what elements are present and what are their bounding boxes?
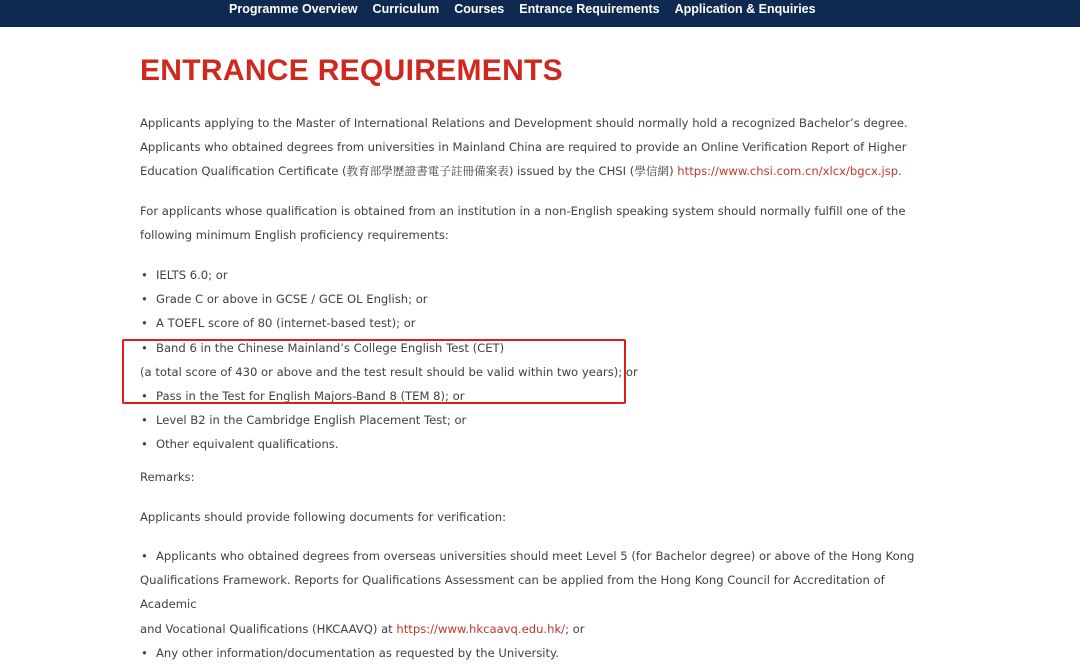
list-item: [140, 432, 940, 456]
documents-list: [140, 544, 940, 665]
list-item-text: Level B2 in the Cambridge English Placement Test; or: [156, 413, 467, 428]
list-item: [140, 408, 940, 432]
list-item-text: A TOEFL score of 80 (internet-based test); or: [156, 316, 416, 331]
english-line-2: following minimum English proficiency requirements:: [140, 228, 449, 242]
intro-line-1: Applicants applying to the Master of International Relations and Development should normally hold a recognized Bachelor’s degree.: [140, 116, 908, 130]
documents-item-1-line-1: [140, 544, 940, 568]
bullet-icon: •: [141, 340, 148, 355]
list-item-text: Any other information/documentation as requested by the University.: [156, 645, 559, 660]
list-item-text: ; or: [565, 621, 585, 636]
nav-items: [229, 2, 831, 16]
bullet-icon: •: [141, 389, 148, 404]
nav-application-enquiries[interactable]: Application & Enquiries: [674, 2, 816, 16]
bullet-icon: •: [141, 268, 148, 282]
documents-intro: Applicants should provide following documents for verification:: [140, 510, 507, 524]
hkcaavq-link[interactable]: https://www.hkcaavq.edu.hk/: [396, 621, 566, 636]
bullet-icon: •: [141, 292, 148, 307]
bullet-icon: •: [141, 316, 148, 331]
intro-line-3-text: Education Qualification Certificate (教育部學歷證書電子註冊備案表) issued by the CHSI (學信網): [140, 164, 678, 178]
list-item-text: and Vocational Qualifications (HKCAAVQ) at: [140, 621, 397, 636]
intro-line-3-end: .: [898, 164, 902, 178]
bullet-icon: •: [141, 549, 148, 563]
list-item-text: Other equivalent qualifications.: [156, 437, 339, 452]
list-item-text: Applicants who obtained degrees from overseas universities should meet Level 5 (for Bachelor degree) or above of the Hong Kong: [156, 549, 915, 563]
nav-curriculum[interactable]: Curriculum: [372, 2, 440, 16]
intro-line-2: Applicants who obtained degrees from universities in Mainland China are required to provide an Online Verification Report of Higher: [140, 140, 907, 154]
list-item-text: Grade C or above in GCSE / GCE OL English; or: [156, 292, 428, 307]
bullet-icon: •: [141, 413, 148, 428]
intro-line-3: [140, 159, 908, 183]
nav-entrance-requirements[interactable]: Entrance Requirements: [519, 2, 660, 16]
main-content: [140, 52, 940, 660]
bullet-icon: •: [141, 645, 148, 660]
nav-programme-overview[interactable]: Programme Overview: [229, 2, 358, 16]
list-item: [140, 263, 940, 287]
list-item: [140, 641, 940, 665]
top-navigation-bar: [0, 0, 1080, 27]
list-item: [140, 311, 940, 335]
list-item-text: IELTS 6.0; or: [156, 268, 228, 282]
english-requirement-paragraph: [140, 199, 905, 247]
intro-paragraph: [140, 111, 908, 183]
highlight-annotation-box: [122, 339, 626, 404]
bullet-icon: •: [141, 437, 148, 452]
list-item-text: Pass in the Test for English Majors-Band 8 (TEM 8); or: [156, 389, 465, 404]
list-item-text: Band 6 in the Chinese Mainland’s College English Test (CET): [156, 340, 505, 355]
english-line-1: For applicants whose qualification is obtained from an institution in a non-English speaking system should normally fulfill one of the: [140, 204, 906, 218]
list-item: [140, 287, 940, 311]
page-title: ENTRANCE REQUIREMENTS: [140, 54, 563, 87]
documents-item-1-line-3: [140, 617, 940, 641]
list-item: [140, 544, 940, 641]
nav-courses[interactable]: Courses: [454, 2, 505, 16]
chsi-link[interactable]: https://www.chsi.com.cn/xlcx/bgcx.jsp: [677, 164, 899, 178]
documents-item-1-line-2: Qualifications Framework. Reports for Qualifications Assessment can be applied from the Hong Kong Council for Accreditation of Academic: [140, 573, 885, 612]
list-item-text: (a total score of 430 or above and the test result should be valid within two years); or: [140, 364, 638, 379]
remarks-label: Remarks:: [140, 470, 195, 484]
